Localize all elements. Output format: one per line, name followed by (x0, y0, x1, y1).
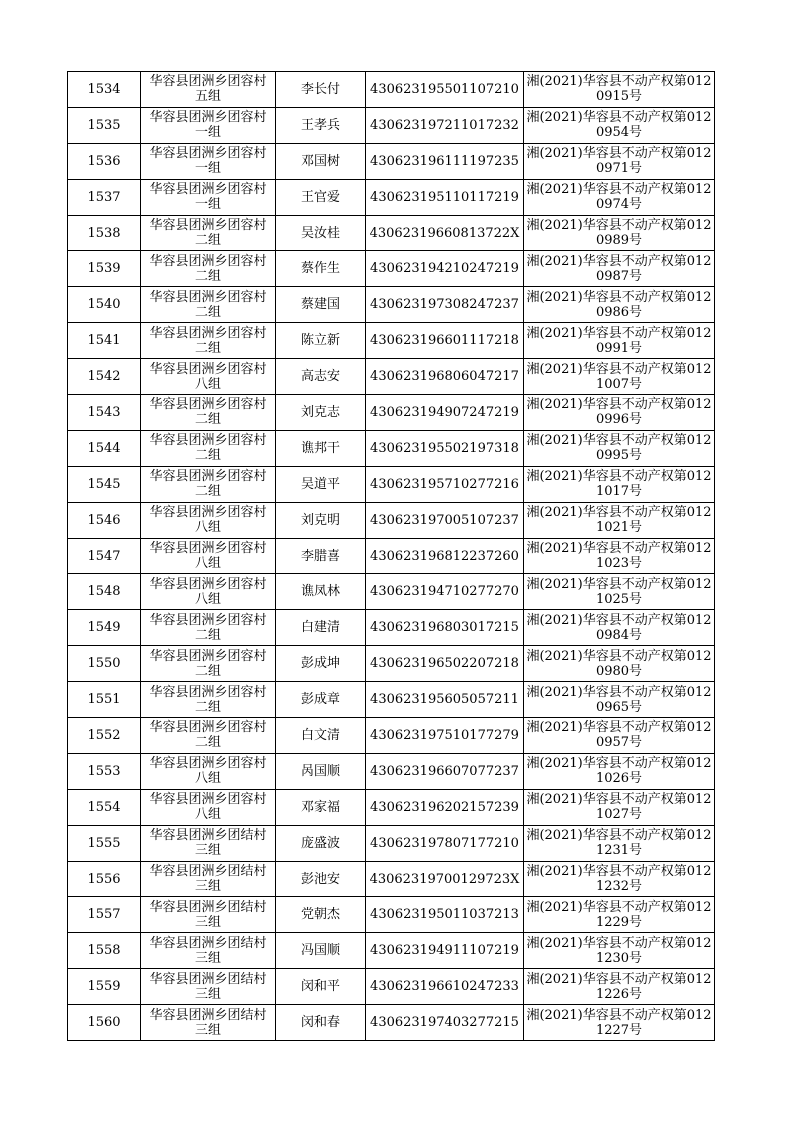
table-row (68, 538, 715, 574)
certificate-number-cell: 湘(2021)华容县不动产权第0121229号 (524, 897, 715, 933)
certificate-number-cell: 湘(2021)华容县不动产权第0121021号 (524, 502, 715, 538)
table-row (68, 825, 715, 861)
certificate-number-cell: 湘(2021)华容县不动产权第0121007号 (524, 359, 715, 395)
address-cell: 华容县团洲乡团结村三组 (141, 861, 276, 897)
owner-name-cell: 彭池安 (276, 861, 366, 897)
owner-name-cell: 陈立新 (276, 323, 366, 359)
table-row (68, 1005, 715, 1041)
table-row (68, 969, 715, 1005)
sequence-number-cell: 1538 (68, 215, 141, 251)
address-cell: 华容县团洲乡团容村五组 (141, 72, 276, 108)
owner-name-cell: 闵和平 (276, 969, 366, 1005)
sequence-number-cell: 1548 (68, 574, 141, 610)
certificate-number-cell: 湘(2021)华容县不动产权第0120984号 (524, 610, 715, 646)
address-cell: 华容县团洲乡团结村三组 (141, 933, 276, 969)
registry-table-body (68, 72, 715, 1041)
certificate-number-cell: 湘(2021)华容县不动产权第0121226号 (524, 969, 715, 1005)
owner-name-cell: 王官爱 (276, 179, 366, 215)
sequence-number-cell: 1556 (68, 861, 141, 897)
table-row (68, 215, 715, 251)
id-number-cell: 430623195110117219 (366, 179, 524, 215)
id-number-cell: 430623197005107237 (366, 502, 524, 538)
sequence-number-cell: 1560 (68, 1005, 141, 1041)
sequence-number-cell: 1546 (68, 502, 141, 538)
certificate-number-cell: 湘(2021)华容县不动产权第0120980号 (524, 646, 715, 682)
table-row (68, 359, 715, 395)
id-number-cell: 430623194710277270 (366, 574, 524, 610)
sequence-number-cell: 1554 (68, 789, 141, 825)
id-number-cell: 430623196812237260 (366, 538, 524, 574)
table-row (68, 395, 715, 431)
sequence-number-cell: 1541 (68, 323, 141, 359)
certificate-number-cell: 湘(2021)华容县不动产权第0121231号 (524, 825, 715, 861)
table-row (68, 72, 715, 108)
id-number-cell: 430623197211017232 (366, 107, 524, 143)
address-cell: 华容县团洲乡团容村二组 (141, 323, 276, 359)
sequence-number-cell: 1542 (68, 359, 141, 395)
certificate-number-cell: 湘(2021)华容县不动产权第0121027号 (524, 789, 715, 825)
owner-name-cell: 谯凤林 (276, 574, 366, 610)
certificate-number-cell: 湘(2021)华容县不动产权第0120915号 (524, 72, 715, 108)
sequence-number-cell: 1540 (68, 287, 141, 323)
id-number-cell: 430623196610247233 (366, 969, 524, 1005)
address-cell: 华容县团洲乡团结村三组 (141, 969, 276, 1005)
address-cell: 华容县团洲乡团容村八组 (141, 789, 276, 825)
sequence-number-cell: 1535 (68, 107, 141, 143)
address-cell: 华容县团洲乡团容村二组 (141, 466, 276, 502)
owner-name-cell: 吴汝桂 (276, 215, 366, 251)
address-cell: 华容县团洲乡团容村二组 (141, 610, 276, 646)
address-cell: 华容县团洲乡团容村二组 (141, 646, 276, 682)
owner-name-cell: 高志安 (276, 359, 366, 395)
table-row (68, 610, 715, 646)
id-number-cell: 430623195501107210 (366, 72, 524, 108)
certificate-number-cell: 湘(2021)华容县不动产权第0120996号 (524, 395, 715, 431)
table-row (68, 323, 715, 359)
table-row (68, 179, 715, 215)
table-row (68, 861, 715, 897)
address-cell: 华容县团洲乡团容村八组 (141, 502, 276, 538)
sequence-number-cell: 1534 (68, 72, 141, 108)
sequence-number-cell: 1543 (68, 395, 141, 431)
table-row (68, 718, 715, 754)
table-row (68, 143, 715, 179)
address-cell: 华容县团洲乡团容村二组 (141, 395, 276, 431)
id-number-cell: 430623195502197318 (366, 430, 524, 466)
address-cell: 华容县团洲乡团结村三组 (141, 1005, 276, 1041)
certificate-number-cell: 湘(2021)华容县不动产权第0120995号 (524, 430, 715, 466)
table-row (68, 897, 715, 933)
sequence-number-cell: 1539 (68, 251, 141, 287)
certificate-number-cell: 湘(2021)华容县不动产权第0120974号 (524, 179, 715, 215)
owner-name-cell: 蔡建国 (276, 287, 366, 323)
sequence-number-cell: 1553 (68, 753, 141, 789)
address-cell: 华容县团洲乡团容村二组 (141, 430, 276, 466)
owner-name-cell: 呙国顺 (276, 753, 366, 789)
id-number-cell: 430623194911107219 (366, 933, 524, 969)
certificate-number-cell: 湘(2021)华容县不动产权第0120971号 (524, 143, 715, 179)
id-number-cell: 430623197308247237 (366, 287, 524, 323)
owner-name-cell: 闵和春 (276, 1005, 366, 1041)
owner-name-cell: 党朝杰 (276, 897, 366, 933)
owner-name-cell: 谯邦干 (276, 430, 366, 466)
owner-name-cell: 彭成坤 (276, 646, 366, 682)
certificate-number-cell: 湘(2021)华容县不动产权第0120986号 (524, 287, 715, 323)
sequence-number-cell: 1544 (68, 430, 141, 466)
address-cell: 华容县团洲乡团容村八组 (141, 538, 276, 574)
table-row (68, 933, 715, 969)
address-cell: 华容县团洲乡团容村八组 (141, 574, 276, 610)
address-cell: 华容县团洲乡团容村八组 (141, 753, 276, 789)
id-number-cell: 430623196202157239 (366, 789, 524, 825)
sequence-number-cell: 1547 (68, 538, 141, 574)
sequence-number-cell: 1549 (68, 610, 141, 646)
table-row (68, 753, 715, 789)
owner-name-cell: 白文清 (276, 718, 366, 754)
id-number-cell: 430623196601117218 (366, 323, 524, 359)
owner-name-cell: 吴道平 (276, 466, 366, 502)
address-cell: 华容县团洲乡团容村二组 (141, 251, 276, 287)
owner-name-cell: 邓家福 (276, 789, 366, 825)
table-row (68, 107, 715, 143)
table-row (68, 251, 715, 287)
certificate-number-cell: 湘(2021)华容县不动产权第0120954号 (524, 107, 715, 143)
owner-name-cell: 李长付 (276, 72, 366, 108)
table-row (68, 789, 715, 825)
id-number-cell: 430623194210247219 (366, 251, 524, 287)
address-cell: 华容县团洲乡团结村三组 (141, 897, 276, 933)
certificate-number-cell: 湘(2021)华容县不动产权第0121026号 (524, 753, 715, 789)
id-number-cell: 430623196806047217 (366, 359, 524, 395)
id-number-cell: 430623197403277215 (366, 1005, 524, 1041)
owner-name-cell: 彭成章 (276, 682, 366, 718)
address-cell: 华容县团洲乡团容村二组 (141, 718, 276, 754)
certificate-number-cell: 湘(2021)华容县不动产权第0120987号 (524, 251, 715, 287)
certificate-number-cell: 湘(2021)华容县不动产权第0121017号 (524, 466, 715, 502)
id-number-cell: 430623195710277216 (366, 466, 524, 502)
table-row (68, 430, 715, 466)
address-cell: 华容县团洲乡团容村一组 (141, 107, 276, 143)
certificate-number-cell: 湘(2021)华容县不动产权第0120989号 (524, 215, 715, 251)
certificate-number-cell: 湘(2021)华容县不动产权第0121025号 (524, 574, 715, 610)
owner-name-cell: 邓国树 (276, 143, 366, 179)
certificate-number-cell: 湘(2021)华容县不动产权第0121227号 (524, 1005, 715, 1041)
sequence-number-cell: 1557 (68, 897, 141, 933)
sequence-number-cell: 1555 (68, 825, 141, 861)
address-cell: 华容县团洲乡团容村一组 (141, 143, 276, 179)
sequence-number-cell: 1552 (68, 718, 141, 754)
sequence-number-cell: 1558 (68, 933, 141, 969)
id-number-cell: 43062319660813722X (366, 215, 524, 251)
address-cell: 华容县团洲乡团容村八组 (141, 359, 276, 395)
certificate-number-cell: 湘(2021)华容县不动产权第0121232号 (524, 861, 715, 897)
certificate-number-cell: 湘(2021)华容县不动产权第0121230号 (524, 933, 715, 969)
id-number-cell: 430623196607077237 (366, 753, 524, 789)
property-registry-table (67, 71, 715, 1041)
id-number-cell: 430623195605057211 (366, 682, 524, 718)
sequence-number-cell: 1550 (68, 646, 141, 682)
sequence-number-cell: 1545 (68, 466, 141, 502)
table-row (68, 502, 715, 538)
id-number-cell: 430623197510177279 (366, 718, 524, 754)
address-cell: 华容县团洲乡团结村三组 (141, 825, 276, 861)
sequence-number-cell: 1537 (68, 179, 141, 215)
address-cell: 华容县团洲乡团容村二组 (141, 682, 276, 718)
table-row (68, 287, 715, 323)
certificate-number-cell: 湘(2021)华容县不动产权第0121023号 (524, 538, 715, 574)
address-cell: 华容县团洲乡团容村二组 (141, 215, 276, 251)
id-number-cell: 430623194907247219 (366, 395, 524, 431)
table-row (68, 646, 715, 682)
id-number-cell: 430623196502207218 (366, 646, 524, 682)
owner-name-cell: 蔡作生 (276, 251, 366, 287)
certificate-number-cell: 湘(2021)华容县不动产权第0120991号 (524, 323, 715, 359)
owner-name-cell: 冯国顺 (276, 933, 366, 969)
owner-name-cell: 李腊喜 (276, 538, 366, 574)
sequence-number-cell: 1551 (68, 682, 141, 718)
id-number-cell: 430623196111197235 (366, 143, 524, 179)
certificate-number-cell: 湘(2021)华容县不动产权第0120957号 (524, 718, 715, 754)
sequence-number-cell: 1536 (68, 143, 141, 179)
address-cell: 华容县团洲乡团容村二组 (141, 287, 276, 323)
address-cell: 华容县团洲乡团容村一组 (141, 179, 276, 215)
owner-name-cell: 王孝兵 (276, 107, 366, 143)
id-number-cell: 430623196803017215 (366, 610, 524, 646)
id-number-cell: 430623195011037213 (366, 897, 524, 933)
owner-name-cell: 庞盛波 (276, 825, 366, 861)
sequence-number-cell: 1559 (68, 969, 141, 1005)
certificate-number-cell: 湘(2021)华容县不动产权第0120965号 (524, 682, 715, 718)
owner-name-cell: 白建清 (276, 610, 366, 646)
owner-name-cell: 刘克明 (276, 502, 366, 538)
table-row (68, 682, 715, 718)
table-row (68, 574, 715, 610)
owner-name-cell: 刘克志 (276, 395, 366, 431)
table-row (68, 466, 715, 502)
id-number-cell: 430623197807177210 (366, 825, 524, 861)
document-page (67, 71, 713, 1041)
id-number-cell: 43062319700129723X (366, 861, 524, 897)
